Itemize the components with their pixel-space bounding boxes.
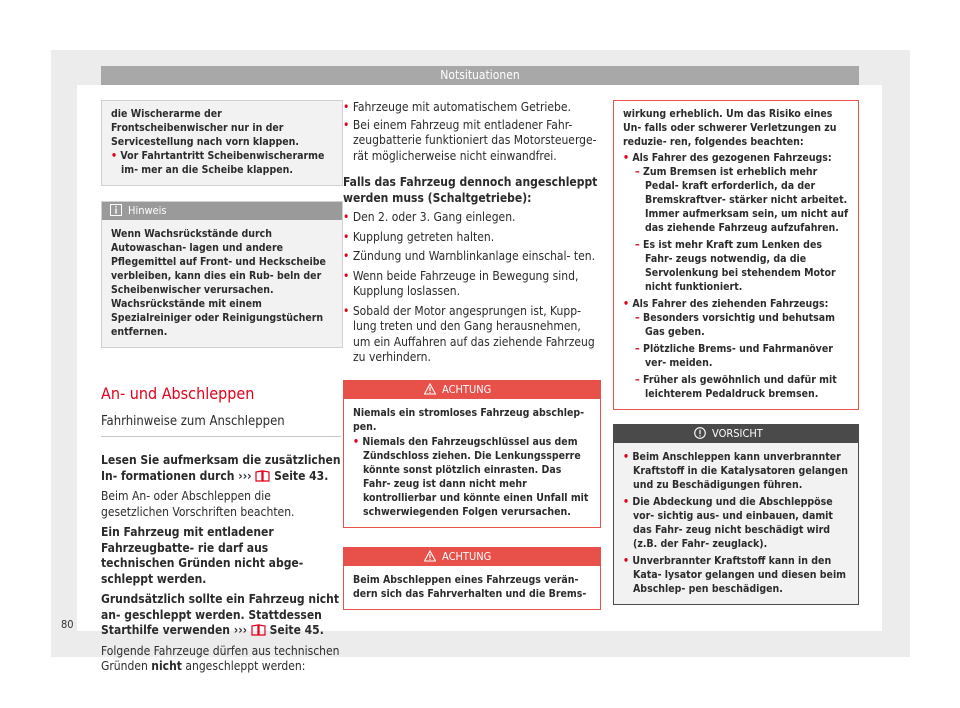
warning-triangle-icon: [424, 550, 436, 562]
column-2: [343, 100, 601, 610]
list-item: • Fahrzeuge mit automatischem Getriebe.: [343, 100, 571, 114]
page-ref-link[interactable]: Seite 43.: [274, 468, 329, 483]
page-header: Notsituationen: [101, 66, 859, 85]
sub-list-item: – Zum Bremsen ist erheblich mehr Pedal- kraft erforderlich, da der Bremskraftver- stärker nicht arbeitet. Immer aufmerksam sein, um nicht auf das ziehende Fahrzeug aufzufahren.: [635, 166, 849, 234]
sub-list-item: – Es ist mehr Kraft zum Lenken des Fahr- zeugs notwendig, da die Servolenkung bei stehendem Motor nicht funktioniert.: [635, 239, 836, 293]
box-text-1: die Wischerarme der Frontscheibenwischer nur in der Servicestellung nach vorn klappen.: [111, 108, 299, 148]
info-icon: [110, 204, 122, 216]
sub-list-item: – Früher als gewöhnlich und dafür mit leichterem Pedaldruck bremsen.: [635, 374, 837, 400]
achtung-box-1: [343, 380, 601, 528]
list-item: • Unverbrannter Kraftstoff kann in den Kata- lysator gelangen und diesen beim Abschlep- pen beschädigen.: [623, 555, 847, 595]
book-reference-icon: [255, 470, 270, 482]
section-subtitle: Fahrhinweise zum Anschleppen: [101, 414, 341, 437]
list-item: • Die Abdeckung und die Abschleppöse vor- sichtig aus- und einbauen, damit das Fahr- zeug nicht beschädigt wird (z.B. der Fahr- zeuglack).: [623, 496, 833, 550]
box-text-2: • Vor Fahrtantritt Scheibenwischerarme im- mer an die Scheibe klappen.: [111, 150, 325, 176]
hinweis-box: [101, 201, 343, 348]
list-item: • Beim Anschleppen kann unverbrannter Kraftstoff in die Katalysatoren gelangen und zu Beschädigungen führen.: [623, 451, 848, 491]
achtung-text: Beim Abschleppen eines Fahrzeugs verän- dern sich das Fahrverhalten und die Brems-: [353, 573, 587, 600]
achtung-box-2: [343, 547, 601, 610]
column-3: [613, 100, 859, 605]
list-item: • Sobald der Motor angesprungen ist, Kupp- lung treten und den Gang herausnehmen, um ein Auffahren auf das ziehende Fahrzeug zu verhindern.: [343, 303, 595, 364]
paragraph-2: Beim An- oder Abschleppen die gesetzlichen Vorschriften beachten.: [101, 489, 295, 519]
sub-list-item: – Plötzliche Brems- und Fahrmanöver ver- meiden.: [635, 343, 833, 369]
caution-icon: [694, 427, 706, 439]
warning-triangle-icon: [424, 383, 436, 395]
sub-list-item: – Besonders vorsichtig und behutsam Gas geben.: [635, 312, 835, 338]
achtung-text-2: • Niemals den Fahrzeugschlüssel aus dem Zündschloss ziehen. Die Lenkungssperre könnte sonst plötzlich einrasten. Das Fahr- zeug ist dann nicht mehr kontrollierbar und könnte einen Unfall mit schwerwiegenden Folgen verursachen.: [353, 435, 589, 518]
paragraph-3: Ein Fahrzeug mit entladener Fahrzeugbatte- rie darf aus technischen Gründen nicht abge- schleppt werden.: [101, 525, 304, 586]
paragraph-4: Grundsätzlich sollte ein Fahrzeug nicht an- geschleppt werden. Stattdessen Starthilfe verwenden ››› Seite 45.: [101, 592, 340, 637]
vorsicht-box: [613, 424, 859, 605]
hinweis-header: Hinweis: [102, 202, 342, 220]
page-ref-link[interactable]: Seite 45.: [269, 623, 324, 637]
achtung-header: ACHTUNG: [344, 381, 600, 399]
list-item: • Kupplung getreten halten.: [343, 229, 495, 244]
list-item: • Bei einem Fahrzeug mit entladener Fahr- zeugbatterie funktioniert das Motorsteuerge- rät möglicherweise nicht einwandfrei.: [343, 117, 597, 163]
achtung-text-1: Niemals ein stromloses Fahrzeug abschlep- pen.: [353, 406, 585, 433]
continued-box: [101, 100, 343, 186]
intro-paragraph: Lesen Sie aufmerksam die zusätzlichen In- formationen durch ››› Seite 43.: [101, 453, 341, 483]
hinweis-text: Wenn Wachsrückstände durch Autowaschan- lagen und andere Pflegemittel auf Front- und Heckscheibe verbleiben, kann dies ein Rub- beln der Scheibenwischer verursachen. Wachsrückstände mit einem Spezialreiniger oder Reinigungstüchern entfernen.: [111, 228, 326, 338]
list-item: • Wenn beide Fahrzeuge in Bewegung sind, Kupplung loslassen.: [343, 268, 579, 298]
achtung-cont-text: wirkung erheblich. Um das Risiko eines Un- falls oder schwerer Verletzungen zu reduzie- ren, folgendes beachten:: [623, 108, 837, 148]
book-reference-icon: [251, 624, 266, 636]
list-item: • Zündung und Warnblinkanlage einschal- ten.: [343, 249, 596, 263]
list-item: • Als Fahrer des ziehenden Fahrzeugs:: [623, 298, 829, 310]
achtung-header: ACHTUNG: [344, 548, 600, 566]
achtung-continued-box: [613, 100, 859, 410]
paragraph-5: Folgende Fahrzeuge dürfen aus technischen Gründen nicht angeschleppt werden:: [101, 643, 340, 673]
list-item: • Den 2. oder 3. Gang einlegen.: [343, 210, 516, 224]
section-title: An- und Abschleppen: [101, 384, 255, 403]
vorsicht-header: VORSICHT: [614, 425, 858, 443]
page-number: 80: [61, 618, 74, 631]
list-item: • Als Fahrer des gezogenen Fahrzeugs:: [623, 152, 832, 164]
list-heading: Falls das Fahrzeug dennoch angeschleppt werden muss (Schaltgetriebe):: [343, 175, 598, 205]
column-1: [101, 100, 341, 675]
